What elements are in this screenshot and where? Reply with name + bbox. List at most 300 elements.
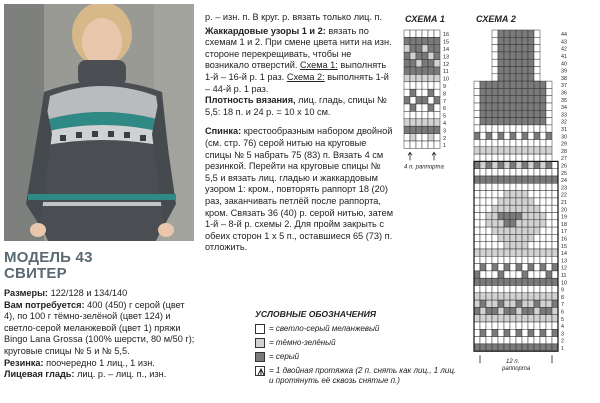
scheme2-row-number: 3 — [561, 331, 564, 338]
scheme2-cell — [534, 125, 540, 132]
scheme2-row-number: 15 — [561, 243, 567, 250]
scheme2-cell — [504, 161, 510, 168]
scheme2-cell — [528, 322, 534, 329]
scheme1-cell — [410, 89, 416, 96]
scheme2-cell — [534, 67, 540, 74]
scheme2-cell — [552, 205, 558, 212]
scheme2-cell — [510, 52, 516, 59]
scheme2-cell — [516, 293, 522, 300]
scheme1-cell — [434, 104, 440, 111]
scheme1-cell — [410, 97, 416, 104]
scheme1-cell — [434, 37, 440, 44]
scheme2-cell — [540, 271, 546, 278]
scheme2-cell — [486, 103, 492, 110]
model-name: СВИТЕР — [4, 265, 67, 282]
scheme2-cell — [546, 307, 552, 314]
scheme2-cell — [474, 315, 480, 322]
scheme2-cell — [528, 30, 534, 37]
scheme1-cell — [434, 134, 440, 141]
scheme2-row-number: 13 — [561, 258, 567, 265]
scheme2-cell — [528, 264, 534, 271]
scheme2-cell — [486, 198, 492, 205]
scheme2-cell — [480, 161, 486, 168]
scheme2-cell — [498, 307, 504, 314]
scheme2-cell — [474, 344, 480, 351]
scheme2-cell — [498, 125, 504, 132]
scheme2-cell — [534, 293, 540, 300]
scheme2-row-number: 19 — [561, 214, 567, 221]
scheme2-cell — [504, 271, 510, 278]
scheme2-cell — [522, 227, 528, 234]
scheme2-cell — [552, 256, 558, 263]
scheme2-cell — [540, 249, 546, 256]
legend-item-green — [255, 337, 455, 351]
scheme2-cell — [486, 213, 492, 220]
scheme2-cell — [486, 256, 492, 263]
scheme2-repeat-label-2: раппорта — [502, 366, 531, 373]
scheme1-cell — [428, 119, 434, 126]
scheme1-cell — [422, 111, 428, 118]
scheme2-cell — [552, 234, 558, 241]
scheme2-cell — [510, 329, 516, 336]
scheme2-cell — [480, 205, 486, 212]
scheme2-cell — [480, 264, 486, 271]
scheme2-cell — [492, 242, 498, 249]
scheme2-cell — [516, 191, 522, 198]
scheme2-cell — [528, 154, 534, 161]
scheme2-cell — [522, 169, 528, 176]
scheme2-cell — [546, 169, 552, 176]
scheme2-cell — [498, 198, 504, 205]
scheme2-cell — [474, 96, 480, 103]
scheme2-cell — [516, 249, 522, 256]
scheme2-cell — [522, 45, 528, 52]
scheme2-cell — [540, 322, 546, 329]
scheme2-cell — [498, 45, 504, 52]
scheme1-cell — [428, 45, 434, 52]
scheme2-cell — [528, 220, 534, 227]
scheme2-cell — [498, 242, 504, 249]
scheme2-cell — [486, 118, 492, 125]
scheme1-cell — [428, 67, 434, 74]
scheme2-cell — [486, 293, 492, 300]
scheme2-cell — [546, 140, 552, 147]
scheme1-cell — [422, 67, 428, 74]
scheme2-row-number: 5 — [561, 316, 564, 323]
scheme2-cell — [528, 59, 534, 66]
scheme2-cell — [534, 103, 540, 110]
scheme2-cell — [540, 176, 546, 183]
scheme2-cell — [510, 293, 516, 300]
scheme2-cell — [540, 140, 546, 147]
jacquard-text-c: выполнять 1-й – 44-й р. 1 раз. — [205, 71, 389, 94]
scheme2-cell — [504, 37, 510, 44]
scheme2-cell — [552, 220, 558, 227]
model-number-title: МОДЕЛЬ 43 — [4, 249, 93, 266]
scheme2-cell — [504, 315, 510, 322]
scheme1-row-number: 6 — [443, 106, 447, 113]
scheme2-cell — [534, 183, 540, 190]
scheme2-row-number: 11 — [561, 273, 567, 279]
scheme1-reference: Схема 1: — [299, 60, 338, 71]
scheme2-cell — [504, 205, 510, 212]
scheme1-cell — [434, 89, 440, 96]
scheme2-cell — [504, 81, 510, 88]
scheme2-cell — [474, 118, 480, 125]
scheme2-cell — [546, 329, 552, 336]
scheme2-cell — [516, 329, 522, 336]
scheme1-cell — [404, 45, 410, 52]
scheme2-cell — [510, 161, 516, 168]
scheme2-cell — [534, 234, 540, 241]
scheme2-cell — [534, 169, 540, 176]
scheme1-cell — [410, 111, 416, 118]
scheme2-cell — [510, 140, 516, 147]
scheme2-cell — [522, 81, 528, 88]
scheme2-cell — [474, 234, 480, 241]
legend-title: УСЛОВНЫЕ ОБОЗНАЧЕНИЯ — [255, 309, 377, 319]
scheme2-cell — [522, 205, 528, 212]
scheme2-cell — [480, 271, 486, 278]
scheme2-cell — [522, 344, 528, 351]
scheme1-cell — [434, 97, 440, 104]
scheme2-cell — [510, 256, 516, 263]
jacquard-label: Жаккардовые узоры 1 и 2: — [205, 25, 326, 36]
scheme2-cell — [510, 315, 516, 322]
scheme1-cell — [410, 67, 416, 74]
scheme2-cell — [552, 227, 558, 234]
scheme2-cell — [522, 278, 528, 285]
scheme2-cell — [516, 37, 522, 44]
scheme2-cell — [486, 300, 492, 307]
scheme2-cell — [486, 147, 492, 154]
scheme2-cell — [546, 118, 552, 125]
scheme2-cell — [474, 227, 480, 234]
scheme2-cell — [546, 176, 552, 183]
scheme2-cell — [480, 88, 486, 95]
scheme2-cell — [534, 271, 540, 278]
scheme2-cell — [486, 322, 492, 329]
scheme2-cell — [522, 88, 528, 95]
scheme2-cell — [474, 88, 480, 95]
scheme2-cell — [546, 264, 552, 271]
scheme2-cell — [522, 249, 528, 256]
scheme2-cell — [510, 169, 516, 176]
scheme2-cell — [480, 154, 486, 161]
scheme1-cell — [404, 30, 410, 37]
scheme1-cell — [416, 126, 422, 133]
scheme2-cell — [516, 59, 522, 66]
scheme2-cell — [528, 37, 534, 44]
scheme2-cell — [534, 96, 540, 103]
scheme1-cell — [416, 74, 422, 81]
scheme2-cell — [498, 264, 504, 271]
scheme2-cell — [522, 300, 528, 307]
scheme2-cell — [534, 161, 540, 168]
scheme2-cell — [522, 286, 528, 293]
scheme2-cell — [540, 293, 546, 300]
scheme1-cell — [422, 126, 428, 133]
scheme2-cell — [510, 271, 516, 278]
scheme2-row-number: 23 — [561, 185, 567, 192]
scheme1-cell — [416, 141, 422, 148]
scheme2-cell — [480, 118, 486, 125]
scheme2-cell — [504, 278, 510, 285]
scheme2-row-number: 12 — [561, 265, 567, 272]
scheme2-cell — [540, 132, 546, 139]
scheme2-cell — [546, 271, 552, 278]
scheme2-cell — [540, 183, 546, 190]
scheme2-cell — [534, 220, 540, 227]
scheme1-cell — [422, 37, 428, 44]
scheme2-cell — [522, 307, 528, 314]
scheme2-cell — [552, 278, 558, 285]
scheme2-cell — [552, 329, 558, 336]
scheme2-cell — [546, 278, 552, 285]
scheme1-cell — [428, 30, 434, 37]
scheme2-cell — [510, 110, 516, 117]
scheme1-cell — [422, 45, 428, 52]
scheme2-cell — [510, 45, 516, 52]
scheme2-cell — [546, 198, 552, 205]
scheme1-row-number: 11 — [443, 69, 449, 76]
scheme2-cell — [522, 234, 528, 241]
model-photo — [4, 4, 194, 241]
scheme2-cell — [480, 234, 486, 241]
scheme1-cell — [404, 134, 410, 141]
scheme1-cell — [416, 97, 422, 104]
scheme2-cell — [498, 52, 504, 59]
scheme2-cell — [480, 307, 486, 314]
scheme1-row-number: 15 — [443, 39, 450, 46]
scheme2-cell — [516, 125, 522, 132]
scheme1-cell — [422, 30, 428, 37]
scheme1-cell — [434, 141, 440, 148]
scheme2-cell — [486, 286, 492, 293]
scheme2-cell — [498, 234, 504, 241]
scheme2-cell — [474, 161, 480, 168]
scheme1-cell — [416, 111, 422, 118]
scheme1-cell — [428, 104, 434, 111]
scheme2-cell — [522, 213, 528, 220]
scheme2-cell — [474, 198, 480, 205]
scheme2-cell — [510, 242, 516, 249]
scheme2-cell — [504, 132, 510, 139]
scheme2-cell — [534, 307, 540, 314]
scheme1-cell — [428, 134, 434, 141]
scheme2-cell — [552, 198, 558, 205]
scheme1-chart — [400, 26, 460, 180]
scheme2-cell — [486, 88, 492, 95]
scheme2-cell — [510, 227, 516, 234]
scheme2-cell — [540, 154, 546, 161]
scheme2-cell — [492, 45, 498, 52]
scheme2-cell — [522, 191, 528, 198]
scheme2-cell — [522, 147, 528, 154]
scheme2-cell — [516, 118, 522, 125]
scheme2-cell — [498, 59, 504, 66]
scheme2-cell — [492, 264, 498, 271]
scheme2-cell — [474, 191, 480, 198]
scheme2-cell — [492, 234, 498, 241]
scheme2-cell — [522, 220, 528, 227]
scheme2-cell — [516, 271, 522, 278]
scheme2-row-number: 24 — [561, 178, 567, 185]
scheme2-cell — [546, 154, 552, 161]
scheme2-cell — [540, 329, 546, 336]
scheme1-cell — [434, 119, 440, 126]
scheme2-cell — [540, 81, 546, 88]
stockinette-value: лиц. р. – лиц. п., изн. — [77, 369, 167, 380]
scheme2-cell — [510, 67, 516, 74]
scheme2-cell — [534, 88, 540, 95]
scheme1-cell — [404, 82, 410, 89]
scheme2-cell — [480, 278, 486, 285]
scheme2-cell — [474, 278, 480, 285]
scheme2-cell — [498, 286, 504, 293]
scheme2-cell — [492, 220, 498, 227]
scheme2-cell — [504, 264, 510, 271]
scheme2-cell — [486, 205, 492, 212]
scheme2-cell — [504, 183, 510, 190]
scheme2-cell — [504, 249, 510, 256]
scheme2-cell — [516, 154, 522, 161]
legend-item-light — [255, 323, 455, 337]
scheme2-cell — [516, 344, 522, 351]
scheme2-cell — [522, 132, 528, 139]
scheme2-cell — [492, 286, 498, 293]
scheme2-cell — [504, 125, 510, 132]
scheme1-cell — [410, 104, 416, 111]
scheme2-cell — [516, 45, 522, 52]
scheme2-cell — [528, 205, 534, 212]
scheme2-row-number: 31 — [561, 127, 567, 133]
scheme2-cell — [534, 132, 540, 139]
scheme1-cell — [416, 67, 422, 74]
scheme2-cell — [510, 103, 516, 110]
scheme2-cell — [498, 30, 504, 37]
scheme2-cell — [492, 329, 498, 336]
scheme2-cell — [504, 234, 510, 241]
scheme2-cell — [480, 249, 486, 256]
scheme2-cell — [480, 293, 486, 300]
scheme2-cell — [528, 337, 534, 344]
scheme2-cell — [486, 264, 492, 271]
scheme2-row-number: 38 — [561, 75, 567, 82]
scheme2-row-number: 44 — [561, 32, 567, 39]
scheme2-cell — [546, 242, 552, 249]
scheme1-cell — [428, 126, 434, 133]
scheme2-cell — [516, 264, 522, 271]
scheme2-cell — [492, 52, 498, 59]
scheme2-cell — [540, 337, 546, 344]
scheme2-cell — [522, 96, 528, 103]
scheme2-row-number: 28 — [561, 148, 567, 155]
scheme2-cell — [498, 176, 504, 183]
scheme2-cell — [552, 169, 558, 176]
back-value: крестообразным набором двойной (см. стр. 76) серой нитью на круговые спицы № 5 набрать 75 (83) п. Вязать 4 см резинкой. Перейти на круговые спицы № 5,5 и вязать лиц. гладью и жаккардовым узором 1: кром., повторять раппорт 18 (20) раз, заканчивать петлёй после раппорта, кром. Связать 36 (40) р. серой нитью, затем 1-й – 8-й р. схемы 2. Для пройм закрыть с обеих сторон 1 х 5 п., оставшиеся 65 (73) п. отложить. — [205, 126, 394, 253]
scheme2-cell — [546, 300, 552, 307]
scheme1-cell — [410, 37, 416, 44]
scheme2-cell — [516, 256, 522, 263]
scheme2-cell — [498, 220, 504, 227]
scheme1-cell — [422, 60, 428, 67]
scheme2-cell — [540, 161, 546, 168]
scheme2-cell — [522, 52, 528, 59]
scheme2-cell — [516, 227, 522, 234]
scheme2-cell — [510, 132, 516, 139]
scheme2-cell — [528, 88, 534, 95]
scheme2-cell — [498, 213, 504, 220]
scheme2-row-number: 32 — [561, 119, 567, 126]
scheme2-cell — [546, 88, 552, 95]
scheme1-row-number: 1 — [443, 143, 447, 150]
scheme2-cell — [474, 271, 480, 278]
scheme1-cell — [422, 82, 428, 89]
scheme2-cell — [546, 286, 552, 293]
scheme2-cell — [510, 220, 516, 227]
scheme2-row-number: 30 — [561, 134, 567, 141]
scheme1-cell — [416, 60, 422, 67]
mid-paragraph-1: р. – изн. п. В круг. р. вязать только лиц. п. — [205, 12, 383, 22]
scheme2-cell — [522, 125, 528, 132]
scheme2-cell — [534, 154, 540, 161]
scheme2-cell — [492, 213, 498, 220]
scheme2-cell — [552, 183, 558, 190]
scheme1-row-number: 14 — [443, 47, 450, 53]
scheme2-cell — [474, 205, 480, 212]
scheme2-cell — [534, 264, 540, 271]
scheme2-cell — [486, 344, 492, 351]
scheme2-cell — [528, 74, 534, 81]
scheme2-cell — [510, 88, 516, 95]
scheme2-cell — [486, 307, 492, 314]
scheme2-cell — [516, 30, 522, 37]
scheme2-cell — [474, 154, 480, 161]
scheme2-cell — [540, 300, 546, 307]
scheme2-cell — [540, 205, 546, 212]
scheme2-cell — [498, 96, 504, 103]
scheme2-cell — [516, 213, 522, 220]
scheme2-cell — [552, 315, 558, 322]
scheme2-cell — [504, 103, 510, 110]
scheme2-cell — [540, 198, 546, 205]
scheme2-row-number: 33 — [561, 112, 567, 119]
scheme1-cell — [410, 141, 416, 148]
scheme1-cell — [416, 104, 422, 111]
scheme2-cell — [540, 315, 546, 322]
scheme2-cell — [504, 52, 510, 59]
scheme1-row-number: 9 — [443, 84, 447, 90]
scheme2-cell — [540, 125, 546, 132]
scheme2-cell — [540, 220, 546, 227]
scheme2-cell — [492, 271, 498, 278]
sizes-label: Размеры: — [4, 288, 48, 298]
scheme2-cell — [474, 81, 480, 88]
scheme2-cell — [492, 256, 498, 263]
scheme2-cell — [528, 140, 534, 147]
scheme2-cell — [486, 220, 492, 227]
scheme2-cell — [504, 147, 510, 154]
left-text-column — [4, 250, 197, 381]
scheme1-cell — [404, 52, 410, 59]
scheme2-cell — [546, 183, 552, 190]
scheme2-cell — [528, 344, 534, 351]
scheme2-row-number: 9 — [561, 287, 564, 294]
scheme2-cell — [510, 198, 516, 205]
scheme2-cell — [504, 169, 510, 176]
scheme2-cell — [528, 176, 534, 183]
